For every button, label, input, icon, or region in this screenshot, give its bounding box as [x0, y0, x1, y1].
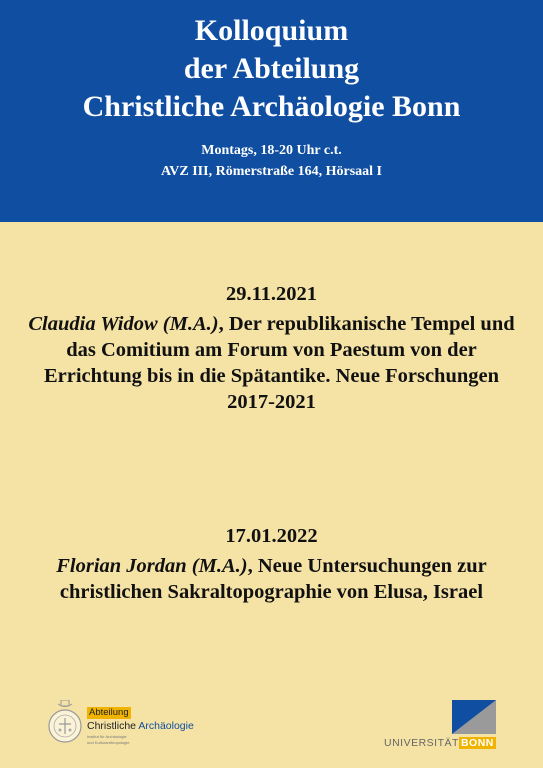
page-title	[0, 0, 543, 126]
university-name	[384, 737, 496, 749]
talk-date: 17.01.2022	[225, 525, 318, 547]
title-line: Christliche Archäologie Bonn	[82, 90, 461, 123]
talk-speaker: Claudia Widow (M.A.)	[28, 313, 219, 335]
location-text: AVZ III, Römerstraße 164, Hörsaal I	[160, 164, 382, 179]
university-text: UNIVERSITÄT	[384, 737, 459, 749]
talk-description	[20, 553, 523, 605]
talk-date: 29.11.2021	[225, 283, 318, 305]
talk-entry	[20, 281, 523, 415]
department-line1: Abteilung	[89, 707, 129, 718]
uni-bonn-mark-icon	[452, 700, 496, 734]
schedule-text: Montags, 18-20 Uhr c.t.	[201, 143, 342, 158]
department-name-highlight: Archäologie	[138, 720, 194, 732]
talk-speaker: Florian Jordan (M.A.)	[56, 555, 248, 577]
header-banner	[0, 0, 543, 222]
title-line: der Abteilung	[183, 52, 360, 85]
talk-entry	[20, 523, 523, 605]
talk-title: , Neue Untersuchungen zur christlichen Sakraltopographie von Elusa, Israel	[59, 555, 487, 603]
university-logo	[384, 700, 496, 750]
department-text	[87, 702, 194, 745]
talk-description	[20, 311, 523, 415]
talk-title: , Der republikanische Tempel und das Comitium am Forum von Paestum von der Errichtung bis in die Spätantike. Neue Forschungen 2017-2021	[43, 313, 515, 413]
institute-line: Institut für Archäologie	[87, 734, 127, 739]
institute-line: und Kulturanthropologie	[87, 740, 130, 745]
department-line2	[87, 720, 194, 733]
seal-icon	[47, 700, 83, 744]
department-logo	[47, 700, 217, 752]
university-city: BONN	[460, 737, 494, 749]
event-info	[0, 140, 543, 182]
title-line: Kolloquium	[194, 14, 349, 47]
department-name: Christliche	[87, 720, 139, 732]
